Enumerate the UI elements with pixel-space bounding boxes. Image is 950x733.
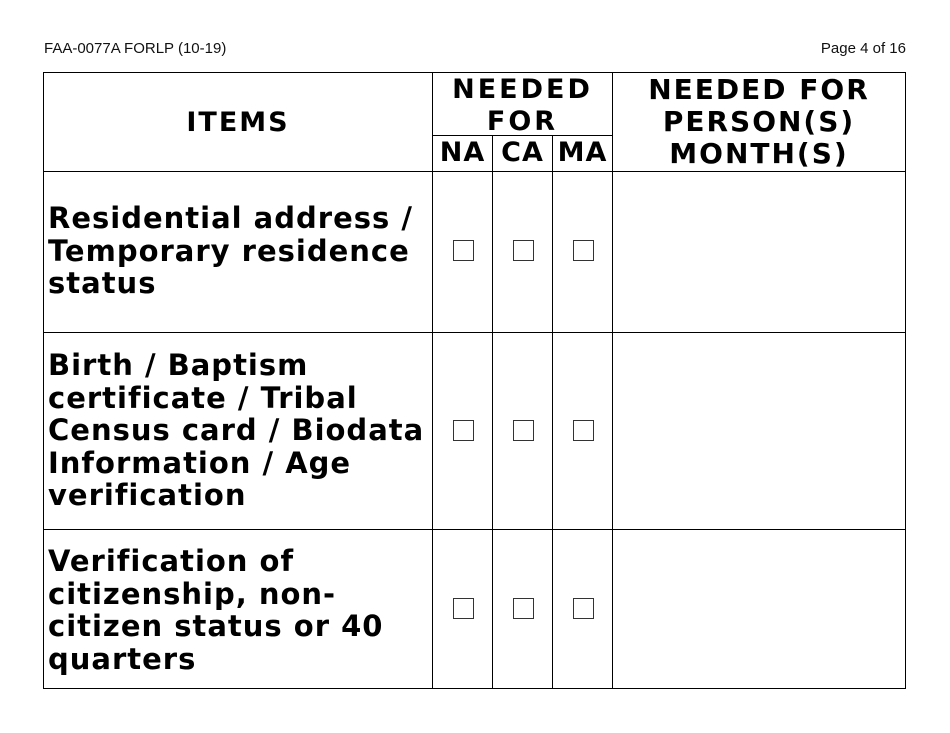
persons-field-citizenship[interactable] [614,530,904,687]
items-table [43,72,906,689]
row-item-residential: Residential address / Temporary residence status [48,201,413,300]
row-item-citizenship: Verification of citizenship, non-citizen status or 40 quarters [48,544,384,676]
col-header-items: ITEMS [186,107,290,138]
checkbox-ca-birth[interactable] [513,420,534,441]
checkbox-ma-citizenship[interactable] [573,598,594,619]
checkbox-ca-residential[interactable] [513,240,534,261]
checkbox-ma-birth[interactable] [573,420,594,441]
col-header-persons: NEEDED FOR PERSON(S) MONTH(S) [648,73,870,170]
page-number: Page 4 of 16 [820,40,906,57]
checkbox-na-citizenship[interactable] [453,598,474,619]
col-header-needed-for: NEEDED FOR [452,74,593,137]
col-header-na: NA [439,137,486,168]
checkbox-na-birth[interactable] [453,420,474,441]
row-item-birth: Birth / Baptism certificate / Tribal Census card / Biodata Information / Age verification [48,348,425,512]
checkbox-na-residential[interactable] [453,240,474,261]
persons-field-birth[interactable] [614,333,904,528]
form-code: FAA-0077A FORLP (10-19) [44,40,227,57]
persons-field-residential[interactable] [614,172,904,331]
checkbox-ma-residential[interactable] [573,240,594,261]
col-header-ma: MA [557,137,608,168]
checkbox-ca-citizenship[interactable] [513,598,534,619]
col-header-ca: CA [501,137,544,168]
